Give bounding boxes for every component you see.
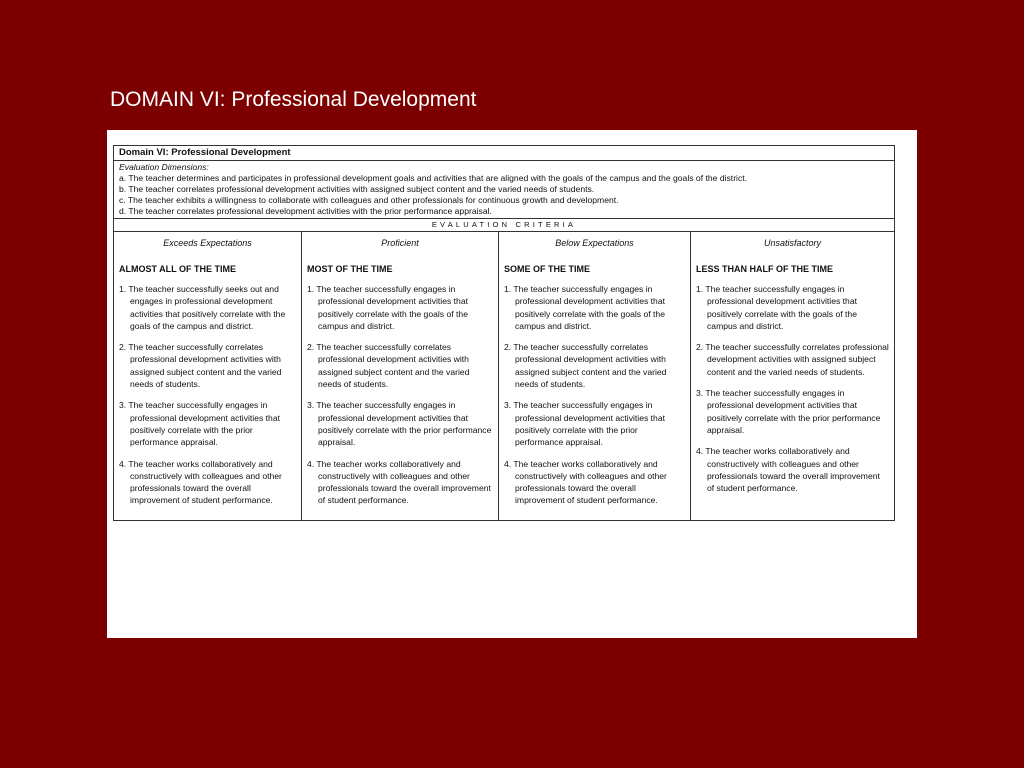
column-frequency: SOME OF THE TIME xyxy=(504,264,591,274)
column-heading: Below Expectations xyxy=(555,238,634,248)
column-frequency: ALMOST ALL OF THE TIME xyxy=(119,264,236,274)
criterion-item: 2. The teacher successfully correlates professional development activities with assigned subject content and the varied needs of students. xyxy=(119,342,282,390)
criterion-item: 3. The teacher successfully engages in professional development activities that positively correlate with the prior performance appraisal. xyxy=(504,400,665,448)
dimension-c: c. The teacher exhibits a willingness to collaborate with colleagues and other professionals for continuous growth and development. xyxy=(119,195,619,205)
criterion-item: 3. The teacher successfully engages in professional development activities that positively correlate with the prior performance appraisal. xyxy=(307,400,492,448)
column-proficient xyxy=(302,232,499,520)
criterion-item: 1. The teacher successfully engages in professional development activities that positively correlate with the goals of the campus and district. xyxy=(504,284,665,331)
criterion-item: 4. The teacher works collaboratively and constructively with colleagues and other professionals toward the overall improvement of student performance. xyxy=(307,458,491,506)
criterion-item: 2. The teacher successfully correlates professional development activities with assigned subject content and the varied needs of students. xyxy=(307,342,470,390)
slide-title: DOMAIN VI: Professional Development xyxy=(110,88,477,111)
criterion-item: 1. The teacher successfully engages in professional development activities that positively correlate with the goals of the campus and district. xyxy=(696,284,857,331)
rubric-document-image xyxy=(107,130,917,638)
dimension-b: b. The teacher correlates professional development activities with assigned subject content and the varied needs of students. xyxy=(119,184,595,194)
criteria-columns xyxy=(114,232,894,520)
criterion-item: 2. The teacher successfully correlates professional development activities with assigned subject content and the varied needs of students. xyxy=(504,342,667,390)
criterion-item: 4. The teacher works collaboratively and constructively with colleagues and other professionals toward the overall improvement of student performance. xyxy=(504,458,667,506)
criterion-item: 1. The teacher successfully engages in professional development activities that positively correlate with the goals of the campus and district. xyxy=(307,284,468,331)
criterion-item: 4. The teacher works collaboratively and constructively with colleagues and other professionals toward the overall improvement of student performance. xyxy=(119,458,282,506)
rubric-table xyxy=(113,145,895,521)
dimension-d: d. The teacher correlates professional development activities with the prior performance appraisal. xyxy=(119,206,492,216)
column-frequency: LESS THAN HALF OF THE TIME xyxy=(696,264,833,274)
column-heading: Exceeds Expectations xyxy=(163,238,252,248)
column-exceeds-expectations xyxy=(114,232,302,520)
criterion-item: 1. The teacher successfully seeks out and engages in professional development activities that positively correlate with the goals of the campus and district. xyxy=(119,284,286,331)
criterion-item: 3. The teacher successfully engages in professional development activities that positively correlate with the prior performance appraisal. xyxy=(696,388,881,435)
column-frequency: MOST OF THE TIME xyxy=(307,264,393,274)
domain-heading: Domain VI: Professional Development xyxy=(114,146,894,161)
column-heading: Proficient xyxy=(381,238,419,248)
evaluation-dimensions xyxy=(114,161,894,218)
evaluation-dimensions-label: Evaluation Dimensions: xyxy=(119,162,209,172)
column-heading: Unsatisfactory xyxy=(763,238,822,248)
column-unsatisfactory xyxy=(691,232,894,520)
column-below-expectations xyxy=(499,232,691,520)
criterion-item: 3. The teacher successfully engages in professional development activities that positively correlate with the prior performance appraisal. xyxy=(119,400,280,448)
evaluation-criteria-banner: EVALUATION CRITERIA xyxy=(114,218,894,232)
dimension-a: a. The teacher determines and participates in professional development goals and activities that are aligned with the goals of the campus and the goals of the district. xyxy=(119,173,748,183)
criterion-item: 2. The teacher successfully correlates professional development activities with assigned subject content and the varied needs of students. xyxy=(696,342,889,377)
criterion-item: 4. The teacher works collaboratively and constructively with colleagues and other professionals toward the overall improvement of student performance. xyxy=(696,446,880,494)
